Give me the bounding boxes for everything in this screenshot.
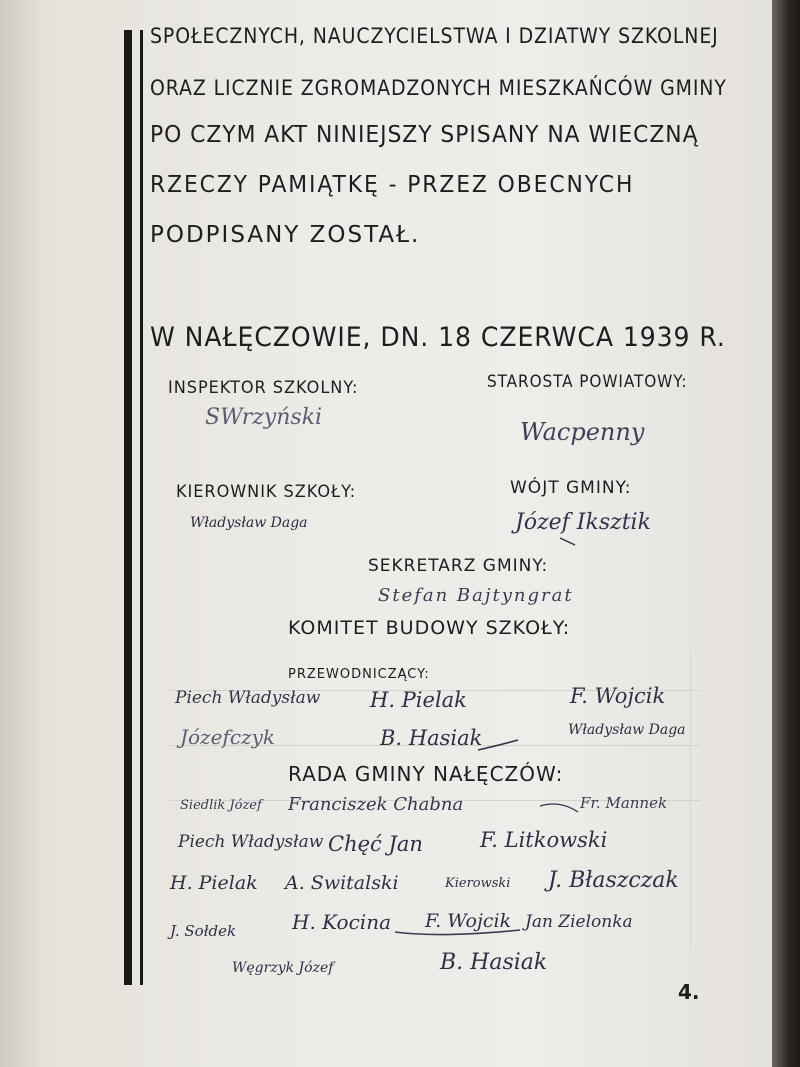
signature-rada-5a: Węgrzyk Józef xyxy=(232,960,334,976)
role-przewodniczacy: PRZEWODNICZĄCY: xyxy=(288,667,430,682)
signature-inspektor: SWrzyński xyxy=(205,405,323,430)
signature-komitet-3a: F. Wojcik xyxy=(570,684,666,708)
signature-sekretarz: Stefan Bajtyngrat xyxy=(378,585,574,606)
role-wojt: WÓJT GMINY: xyxy=(510,478,632,498)
role-inspektor: INSPEKTOR SZKOLNY: xyxy=(168,378,359,398)
place-date: W NAŁĘCZOWIE, DN. 18 CZERWCA 1939 R. xyxy=(150,322,726,353)
body-line-3: PO CZYM AKT NINIEJSZY SPISANY NA WIECZNĄ xyxy=(150,122,699,148)
role-kierownik: KIEROWNIK SZKOŁY: xyxy=(176,482,357,502)
border-bar-thin xyxy=(140,30,143,985)
body-line-5: PODPISANY ZOSTAŁ. xyxy=(150,222,421,248)
signature-rada-1b: Franciszek Chabna xyxy=(288,794,464,815)
signature-rada-3b: A. Switalski xyxy=(285,872,399,894)
signature-starosta: Wacpenny xyxy=(520,418,645,446)
role-rada: RADA GMINY NAŁĘCZÓW: xyxy=(288,762,564,786)
signature-komitet-3b: Władysław Daga xyxy=(568,722,686,738)
signature-rada-4d: Jan Zielonka xyxy=(525,912,633,932)
role-komitet: KOMITET BUDOWY SZKOŁY: xyxy=(288,617,571,639)
signature-rada-3c: Kierowski xyxy=(445,876,511,891)
signature-rada-4c: F. Wojcik xyxy=(425,910,512,932)
role-starosta: STAROSTA POWIATOWY: xyxy=(487,372,688,392)
body-line-2: ORAZ LICZNIE ZGROMADZONYCH MIESZKAŃCÓW GMINY xyxy=(150,76,727,100)
signature-rada-2b: Chęć Jan xyxy=(328,832,423,856)
signature-komitet-2b: B. Hasiak xyxy=(380,726,483,750)
signature-rada-3d: J. Błaszczak xyxy=(548,868,679,893)
body-line-4: RZECZY PAMIĄTKĘ - PRZEZ OBECNYCH xyxy=(150,172,635,198)
signature-rada-1c: Fr. Mannek xyxy=(580,794,668,812)
signature-rada-5b: B. Hasiak xyxy=(440,950,548,975)
signature-kierownik: Władysław Daga xyxy=(190,515,308,531)
signature-rada-3a: H. Pielak xyxy=(170,872,258,894)
signature-wojt: Józef Iksztik xyxy=(515,510,651,535)
border-bar-thick xyxy=(124,30,132,985)
book-edge xyxy=(772,0,800,1067)
signature-komitet-1b: Józefczyk xyxy=(180,725,275,749)
role-sekretarz: SEKRETARZ GMINY: xyxy=(368,556,549,576)
signature-rada-4b: H. Kocina xyxy=(292,910,392,934)
signature-rada-2a: Piech Władysław xyxy=(178,832,324,852)
signature-rada-1a: Siedlik Józef xyxy=(180,798,262,813)
signature-rada-2c: F. Litkowski xyxy=(480,828,608,852)
body-line-1: SPOŁECZNYCH, NAUCZYCIELSTWA I DZIATWY SZKOLNEJ xyxy=(150,24,719,48)
page-number: 4. xyxy=(678,980,700,1004)
signature-komitet-1a: Piech Władysław xyxy=(175,688,321,708)
signature-komitet-2a: H. Pielak xyxy=(370,688,467,712)
signature-rada-4a: J. Sołdek xyxy=(170,922,237,940)
